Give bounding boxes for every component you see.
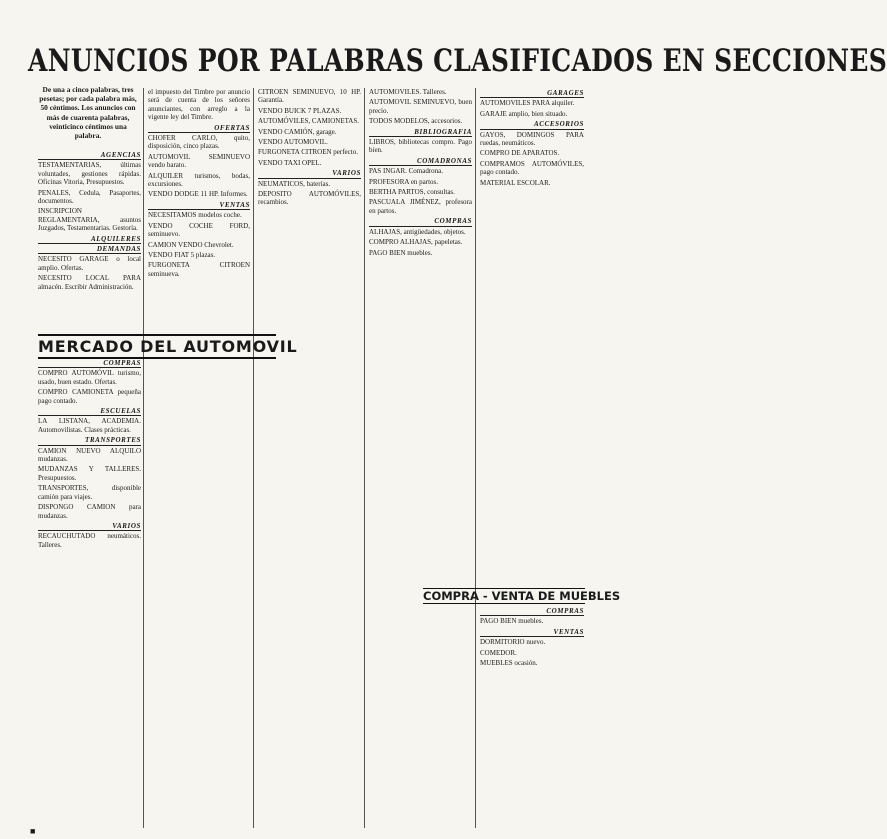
muebles-banner: COMPRA - VENTA DE MUEBLES [423,589,621,603]
classified-ad: PAS INGAR. Comadrona. [369,167,444,176]
classified-ad: NECESITAMOS modelos coche. [148,211,242,220]
classified-ad: FURGONETA CITROEN seminueva. [148,261,250,278]
classified-ad: DISPONGO CAMION para mudanzas. [38,503,141,520]
classified-ad: AUTOMOVILES. Talleres. [369,88,447,96]
classified-ad: AUTOMOVIL SEMINUEVO vendo barato. [148,152,250,170]
classified-ad: CHOFER CARLO, quito, disposición, cinco plazas. [148,134,250,151]
column-5 [480,88,584,583]
classified-ad: NEUMATICOS, baterías. [258,179,331,188]
classified-ad: DEPOSITO AUTOMÓVILES, recambios. [258,190,361,207]
section-heading: VENTAS [480,628,584,637]
classified-ad: AUTOMOVIL SEMINUEVO, buen precio. [369,98,472,115]
classified-ad: PAGO BIEN muebles. [480,617,544,626]
classified-ad: MUDANZAS Y TALLERES. Presupuestos. [38,465,141,482]
classified-ad: NECESITO GARAGE o local amplio. Ofertas. [38,255,141,272]
classified-ad: ALQUILER turismos, bodas, excursiones. [148,171,250,189]
column-divider [253,88,254,828]
section-heading: ALQUILERES [38,235,141,244]
classified-ad: PAGO BIEN muebles. [369,248,433,257]
classified-ad: LIBROS, bibliotecas compro. Pago bien. [369,138,472,155]
column-1-lower [38,358,141,826]
classified-ad: BERTHA PARTOS, consultas. [369,188,455,197]
classified-ad: TRANSPORTES, disponible camión para viajes. [38,484,141,501]
classified-ad: MUEBLES ocasión. [480,659,538,668]
column-divider [364,88,365,828]
classified-ad: CITROEN SEMINUEVO, 10 HP. Garantía. [258,88,361,105]
column-5-lower [480,606,584,828]
section-heading: VARIOS [38,522,141,531]
classified-ad: VENDO TAXI OPEL. [258,158,322,167]
classified-ad: CAMION VENDO Chevrolet. [148,240,234,249]
section-heading: VENTAS [148,201,250,210]
classified-ad: COMPRO DE APARATOS. [480,149,560,158]
column-divider [143,88,144,828]
section-heading: COMPRAS [38,359,141,368]
column-1 [38,150,141,332]
classified-ad: FURGONETA CITROEN perfecto. [258,148,358,157]
classified-ad: AUTOMOVILES PARA alquiler. [480,99,575,108]
page-masthead: ANUNCIOS POR PALABRAS CLASIFICADOS EN SECCIONES [28,42,887,79]
column-4 [369,88,472,828]
classified-ad: VENDO AUTOMOVIL. [258,138,328,147]
classified-ad: AUTOMÓVILES, CAMIONETAS. [258,117,360,126]
classified-ad: RECAUCHUTADO neumáticos. Talleres. [38,532,141,549]
classified-ad: COMPRO ALHAJAS, papeletas. [369,238,463,247]
column-divider [475,88,476,828]
classified-ad: GAYOS, DOMINGOS PARA ruedas, neumáticos. [480,130,584,148]
classified-ad: PENALES, Cedula, Pasaportes, documentos. [38,188,141,206]
classified-ad: INSCRIPCION REGLAMENTARIA, asuntos Juzgados, Testamentarias. Gestoría. [38,207,141,233]
section-heading: BIBLIOGRAFIA [369,128,472,137]
classified-ad: COMPRO CAMIONETA pequeña pago contado. [38,388,141,405]
column-2 [148,88,250,828]
classified-ad: ALHAJAS, antigüedades, objetos. [369,227,466,236]
section-heading: GARAGES [480,89,584,98]
section-heading: AGENCIAS [38,151,141,160]
section-heading: ACCESORIOS [480,120,584,129]
section-heading: TRANSPORTES [38,436,141,445]
classified-ad: TODOS MODELOS, accesorios. [369,117,463,126]
classified-ad: COMEDOR. [480,648,517,657]
timbre-notice: el impuesto del Timbre por anuncio será de cuenta de los señores anunciantes, con arreglo a la vigente ley del Timbre. [148,88,250,122]
classified-ad: VENDO DODGE 11 HP. Informes. [148,190,248,199]
classified-ad: VENDO BUICK 7 PLAZAS. [258,106,342,115]
classified-ad: VENDO CAMIÓN, garage. [258,127,337,136]
classified-ad: CAMION NUEVO ALQUILO mudanzas. [38,446,141,464]
automovil-banner: MERCADO DEL AUTOMOVIL [38,334,276,359]
section-heading: COMPRAS [480,607,584,616]
classified-ad: TESTAMENTARIAS, últimas voluntades, gestiones rápidas. Oficinas Vitoria, Presupuestos. [38,161,141,187]
classified-ad: VENDO COCHE FORD, seminuevo. [148,221,250,239]
subsection-heading: DEMANDAS [38,245,141,254]
intro-rates: De una a cinco palabras, tres pesetas; por cada palabra más, 50 céntimos. Los anuncios con más de cuarenta palabras, veinticinco céntimos una palabra. [39,85,137,141]
section-heading: ESCUELAS [38,407,141,416]
section-heading: VARIOS [258,169,361,178]
section-heading: OFERTAS [148,124,250,133]
section-heading: COMPRAS [369,217,472,226]
column-3 [258,88,361,828]
classified-ad: COMPRO AUTOMÓVIL turismo, usado, buen estado. Ofertas. [38,369,141,386]
page-footer-mark: ■ [30,826,36,836]
classified-ad: NECESITO LOCAL PARA almacén. Escribir Administración. [38,274,141,291]
classified-ad: GARAJE amplio, bien situado. [480,109,568,118]
classified-ad: PASCUALA JIMÉNEZ, profesora en partos. [369,198,472,215]
section-heading: COMADRONAS [369,157,472,166]
classified-ad: LA LISTANA, ACADEMIA. Automovilistas. Clases prácticas. [38,417,141,434]
classified-ad: DORMITORIO nuevo. [480,638,546,647]
classified-ad: COMPRAMOS AUTOMÓVILES, pago contado. [480,159,584,177]
classified-ad: VENDO FIAT 5 plazas. [148,250,216,259]
classified-ad: PROFESORA en partos. [369,177,439,186]
classified-ad: MATERIAL ESCOLAR. [480,178,551,187]
